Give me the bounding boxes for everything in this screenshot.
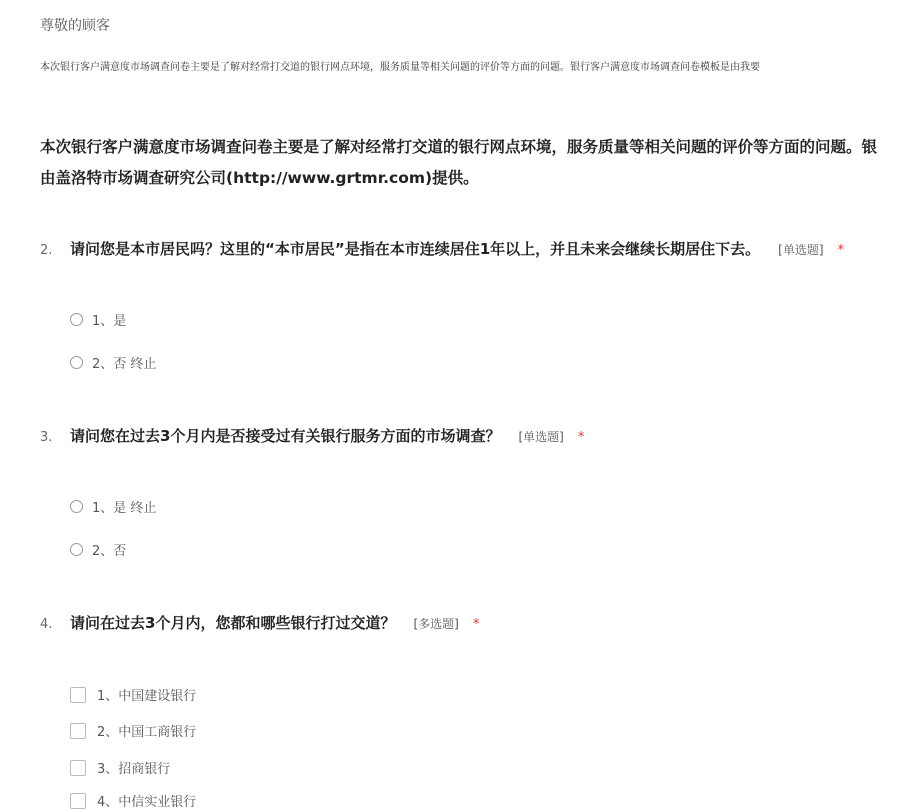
question-3: [40, 425, 584, 446]
question-type-label: [多选题]: [413, 617, 459, 631]
radio-button[interactable]: [70, 313, 83, 326]
checkbox[interactable]: [70, 793, 86, 809]
option-label: 2、否 终止: [92, 357, 157, 372]
radio-button[interactable]: [70, 500, 83, 513]
option-label: 1、是 终止: [92, 501, 157, 516]
checkbox[interactable]: [70, 723, 86, 739]
radio-button[interactable]: [70, 356, 83, 369]
greeting-heading: 尊敬的顾客: [40, 18, 110, 34]
question-type-label: [单选题]: [518, 430, 564, 444]
question-text: 请问您是本市居民吗？这里的“本市居民”是指在本市连续居住1年以上，并且未来会继续长期居住下去。: [70, 240, 761, 258]
q3-option-2[interactable]: [70, 540, 126, 559]
q4-option-1[interactable]: [70, 685, 196, 704]
q3-option-1[interactable]: [70, 497, 156, 516]
question-type-label: [单选题]: [778, 243, 824, 257]
option-label: 3、招商银行: [97, 762, 171, 777]
option-label: 2、否: [92, 544, 127, 559]
q2-option-1[interactable]: [70, 310, 126, 329]
q4-option-3[interactable]: [70, 758, 170, 777]
required-marker: *: [837, 243, 845, 258]
q2-option-2[interactable]: [70, 353, 156, 372]
checkbox[interactable]: [70, 760, 86, 776]
question-4: [40, 612, 479, 633]
option-label: 2、中国工商银行: [97, 725, 197, 740]
question-text: 请问在过去3个月内，您都和哪些银行打过交道？: [70, 614, 396, 632]
question-number: 3.: [40, 430, 53, 445]
required-marker: *: [472, 617, 480, 632]
question-2: [40, 238, 844, 259]
option-label: 4、中信实业银行: [97, 795, 197, 810]
option-label: 1、是: [92, 314, 127, 329]
intro-bold-line-1: 本次银行客户满意度市场调查问卷主要是了解对经常打交道的银行网点环境，服务质量等相关问题的评价等方面的问题。银: [40, 138, 878, 156]
q4-option-2[interactable]: [70, 721, 196, 740]
checkbox[interactable]: [70, 687, 86, 703]
option-label: 1、中国建设银行: [97, 689, 197, 704]
intro-text-bold: [40, 132, 900, 194]
radio-button[interactable]: [70, 543, 83, 556]
question-number: 2.: [40, 243, 53, 258]
intro-bold-line-2: 由盖洛特市场调查研究公司(http://www.grtmr.com)提供。: [40, 169, 479, 187]
required-marker: *: [577, 430, 585, 445]
question-text: 请问您在过去3个月内是否接受过有关银行服务方面的市场调查？: [70, 427, 501, 445]
intro-text-small: 本次银行客户满意度市场调查问卷主要是了解对经常打交道的银行网点环境，服务质量等相关问题的评价等方面的问题。银行客户满意度市场调查问卷模板是由我要: [40, 62, 760, 73]
question-number: 4.: [40, 617, 53, 632]
q4-option-4[interactable]: [70, 791, 196, 810]
